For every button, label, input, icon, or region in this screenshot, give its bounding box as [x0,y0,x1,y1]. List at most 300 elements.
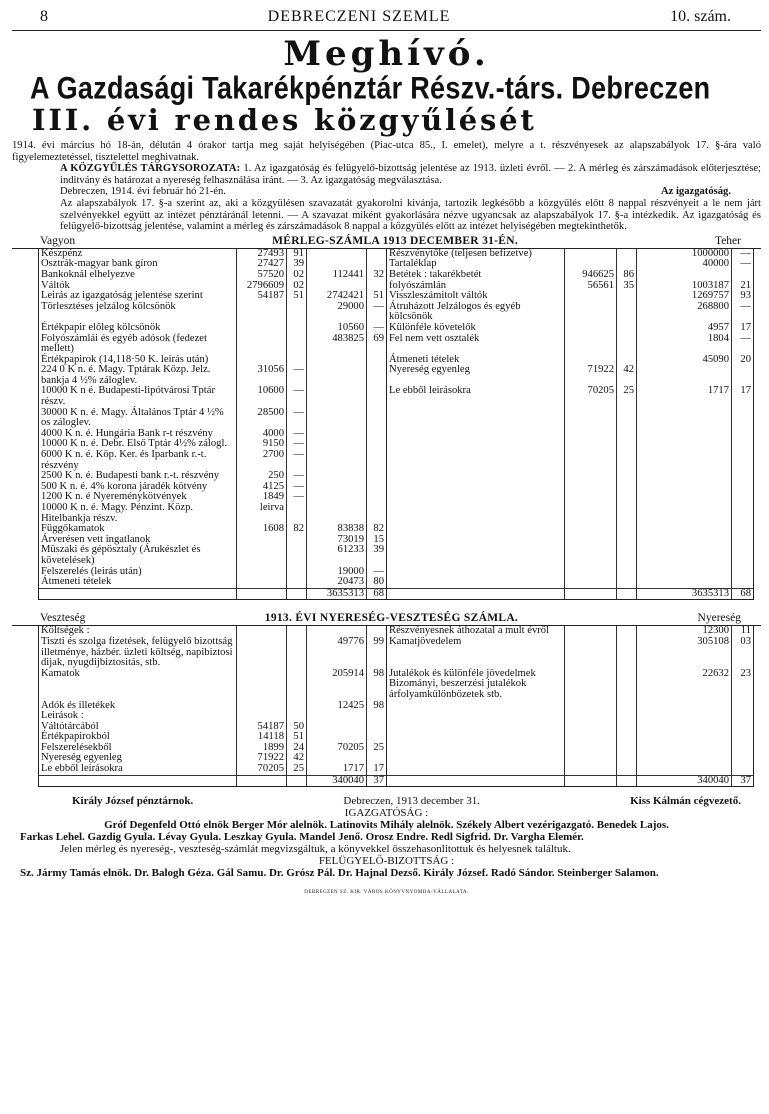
amount-cell: 39 [367,545,387,566]
amount-cell [565,291,617,302]
amount-cell [732,365,754,386]
row-label: Kamatok [39,669,237,701]
amount-cell [565,450,617,471]
amount-cell: 4957 [637,323,732,334]
amount-cell [637,524,732,535]
director: Kiss Kálmán cégvezető. [630,795,741,808]
amount-cell [237,567,287,578]
amount-cell [637,711,732,722]
row-label: 2500 K n. é. Budapesti bank r.-t. részvény [39,471,237,482]
row-label: Váltótárcából [39,722,237,733]
amount-cell: 20 [732,355,754,366]
amount-cell [617,439,637,450]
amount-cell [637,365,732,386]
table-row [39,323,754,334]
amount-cell: 14118 [237,732,287,743]
total-cell: 340040 [637,775,732,787]
row-label: Átmeneti tételek [39,577,237,588]
amount-cell: 112441 [307,270,367,281]
amount-cell [565,567,617,578]
amount-cell [732,701,754,712]
amount-cell: 70205 [307,743,367,754]
totals-row [39,588,754,600]
table-row [39,753,754,764]
amount-cell [307,492,367,503]
amount-cell [367,365,387,386]
amount-cell: 51 [367,291,387,302]
amount-cell [367,722,387,733]
amount-cell [307,365,367,386]
amount-cell [307,439,367,450]
amount-cell [565,701,617,712]
row-label: Értékpapir előleg kölcsönök [39,323,237,334]
amount-cell: — [732,249,754,260]
amount-cell [307,711,367,722]
amount-cell [617,492,637,503]
signed-by: Az igazgatóság. [660,186,731,198]
row-label: folyószámlán [387,281,565,292]
amount-cell [287,637,307,669]
row-label: Készpénz [39,249,237,260]
row-label [387,439,565,450]
amount-cell [565,545,617,566]
amount-cell: 1717 [307,764,367,775]
amount-cell [565,249,617,260]
amount-cell [732,535,754,546]
table-row [39,637,754,669]
amount-cell: — [287,482,307,493]
amount-cell: 1849 [237,492,287,503]
amount-cell: 03 [732,637,754,669]
amount-cell [367,429,387,440]
amount-cell [367,439,387,450]
amount-cell [565,524,617,535]
table-row [39,732,754,743]
row-label [387,535,565,546]
amount-cell: 93 [732,291,754,302]
row-label: Adók és illetékek [39,701,237,712]
amount-cell: 19000 [307,567,367,578]
amount-cell: 98 [367,669,387,701]
row-label [387,482,565,493]
row-label: 10000 K n é. Budapesti-lipótvárosi Tptár részv. [39,386,237,407]
amount-cell [237,669,287,701]
amount-cell [617,732,637,743]
amount-cell: 25 [287,764,307,775]
amount-cell [367,450,387,471]
empty-cell [237,775,287,787]
table-row [39,334,754,355]
total-cell: 3635313 [637,588,732,600]
amount-cell [287,577,307,588]
amount-cell [287,626,307,637]
amount-cell: 56561 [565,281,617,292]
board-members-1: Gróf Degenfeld Ottó elnök Berger Mór alelnök. Latinovits Mihály alelnök. Székely Albert vezérigazgató. Benedek Lajos. [104,819,669,832]
journal-title: DEBRECZENI SZEMLE [267,8,451,25]
amount-cell [732,567,754,578]
table-row [39,701,754,712]
amount-cell [367,355,387,366]
amount-cell: 35 [617,281,637,292]
amount-cell: — [287,429,307,440]
amount-cell: — [732,302,754,323]
amount-cell: 61233 [307,545,367,566]
amount-cell: 51 [287,291,307,302]
amount-cell: 946625 [565,270,617,281]
amount-cell [617,637,637,669]
amount-cell: 91 [287,249,307,260]
row-label: 30000 K n. é. Magy. Általános Tptár 4 ½% os záloglev. [39,408,237,429]
row-label [387,577,565,588]
amount-cell [732,743,754,754]
amount-cell [617,753,637,764]
place-date: Debreczen, 1914. évi február hó 21-én. [60,186,226,198]
amount-cell: 32 [367,270,387,281]
amount-cell: 20473 [307,577,367,588]
agenda-title: A KÖZGYŰLÉS TÁRGYSOROZATA: [60,163,241,175]
invitation-signature [12,186,761,198]
amount-cell [617,450,637,471]
amount-cell [617,545,637,566]
amount-cell [732,492,754,503]
amount-cell: 99 [367,637,387,669]
table-row [39,386,754,407]
meeting-title: III. évi rendes közgyűlését [32,103,537,137]
row-label: Fel nem vett osztalék [387,334,565,355]
company-name: A Gazdasági Takarékpénztár Részv.-társ. Debreczen [30,70,711,106]
amount-cell: 15 [367,535,387,546]
amount-cell: 483825 [307,334,367,355]
row-label: Osztrák-magyar bank gíron [39,259,237,270]
amount-cell [287,535,307,546]
row-label: Költségek : [39,626,237,637]
amount-cell: 24 [287,743,307,754]
profit-loss-table [38,626,754,787]
row-label: Részvénytőke (teljesen befizetve) [387,249,565,260]
amount-cell: 02 [287,281,307,292]
amount-cell [287,323,307,334]
profit-label: Nyereség [697,612,741,625]
amount-cell [732,577,754,588]
amount-cell [565,637,617,669]
amount-cell: — [367,567,387,578]
table-row [39,450,754,471]
row-label: Müszaki és gépösztaly (Árukészlet és követelések) [39,545,237,566]
amount-cell [307,249,367,260]
amount-cell [307,355,367,366]
amount-cell [307,386,367,407]
amount-cell: — [287,471,307,482]
amount-cell [637,492,732,503]
amount-cell: 82 [287,524,307,535]
empty-cell [617,775,637,787]
table-row [39,365,754,386]
amount-cell: — [287,365,307,386]
table-row [39,545,754,566]
amount-cell: 25 [617,386,637,407]
amount-cell [565,722,617,733]
row-label: 10000 K n. é. Debr. Első Tptár 4½% zálogl. [39,439,237,450]
row-label: 4000 K n. é. Hungária Bank r-t részvény [39,429,237,440]
amount-cell [307,429,367,440]
amount-cell: — [287,408,307,429]
liabilities-label: Teher [714,234,741,247]
footer-place: Debreczen, 1913 december 31. [343,795,480,808]
amount-cell: 42 [287,753,307,764]
amount-cell [565,471,617,482]
amount-cell: 2796609 [237,281,287,292]
amount-cell: 57520 [237,270,287,281]
amount-cell [637,408,732,429]
amount-cell [617,249,637,260]
amount-cell [617,524,637,535]
row-label [387,743,565,754]
amount-cell [237,323,287,334]
amount-cell [637,503,732,524]
amount-cell [565,439,617,450]
amount-cell: 29000 [307,302,367,323]
amount-cell [617,577,637,588]
loss-label: Veszteség [40,612,86,625]
empty-cell [287,588,307,600]
board-title: IGAZGATÓSÁG : [344,807,429,820]
amount-cell: 205914 [307,669,367,701]
row-label: Nyereség egyenleg [39,753,237,764]
amount-cell [732,270,754,281]
amount-cell: 71922 [565,365,617,386]
row-label: 1200 K n. é Nyereménykötvények [39,492,237,503]
amount-cell [287,545,307,566]
row-label: 10000 K n. é. Magy. Pénzint. Közp. Hitelbankja részv. [39,503,237,524]
row-label [387,764,565,775]
amount-cell [732,524,754,535]
amount-cell [637,471,732,482]
amount-cell [565,669,617,701]
amount-cell: 268800 [637,302,732,323]
printer-imprint: DEBRECZEN SZ. KIR. VÁROS KÖNYVNYOMDA-VÁLLALATA. [304,890,469,896]
amount-cell: 10600 [237,386,287,407]
amount-cell: 22632 [637,669,732,701]
row-label: Részvényesnek áthozatal a mult évről [387,626,565,637]
balance-title: MÉRLEG-SZÁMLA 1913 DECEMBER 31-ÉN. [272,234,519,247]
table-row [39,764,754,775]
amount-cell [237,545,287,566]
row-label [387,408,565,429]
amount-cell: 80 [367,577,387,588]
amount-cell: 1608 [237,524,287,535]
balance-sheet-table [38,249,754,601]
board-members-2: Farkas Lehel. Gazdig Gyula. Lévay Gyula. Leszkay Gyula. Mandel Jenő. Orosz Endre. Redl Sigfrid. Dr. Vargha Elemér. [20,831,584,844]
amount-cell [637,753,732,764]
amount-cell [237,302,287,323]
amount-cell: 86 [617,270,637,281]
supervisory-title: FELÜGYELŐ-BIZOTTSÁG : [318,855,455,868]
amount-cell [367,408,387,429]
row-label: 6000 K n. é. Köp. Ker. és Iparbank r.-t. részvény [39,450,237,471]
amount-cell: 2700 [237,450,287,471]
amount-cell: 73019 [307,535,367,546]
amount-cell [237,577,287,588]
row-label [387,545,565,566]
amount-cell [287,669,307,701]
amount-cell: 42 [617,365,637,386]
row-label: Visszleszámitolt váltók [387,291,565,302]
amount-cell [565,732,617,743]
amount-cell [617,701,637,712]
amount-cell: 1000000 [637,249,732,260]
row-label: Értékpapirok (14,118·50 K. leirás után) [39,355,237,366]
assets-label: Vagyon [40,234,76,247]
amount-cell: 10560 [307,323,367,334]
amount-cell [637,701,732,712]
amount-cell [617,334,637,355]
row-label: Leirások : [39,711,237,722]
page-header [12,8,761,31]
amount-cell [732,732,754,743]
amount-cell [307,450,367,471]
invitation-title: Meghívó. [283,34,490,74]
row-label: Tartaléklap [387,259,565,270]
amount-cell: 23 [732,669,754,701]
amount-cell [287,567,307,578]
footer [12,795,761,899]
amount-cell [565,503,617,524]
amount-cell [307,503,367,524]
row-label [387,503,565,524]
amount-cell [732,471,754,482]
amount-cell: — [732,334,754,355]
amount-cell [617,482,637,493]
amount-cell [565,408,617,429]
row-label: Átruházott Jelzálogos és egyéb kölcsönök [387,302,565,323]
amount-cell: 1003187 [637,281,732,292]
row-label: Leirás az igazgatóság jelentése szerint [39,291,237,302]
amount-cell [732,450,754,471]
table-row [39,567,754,578]
amount-cell [307,482,367,493]
amount-cell: 11 [732,626,754,637]
row-label [387,471,565,482]
row-label [387,711,565,722]
page-number: 8 [40,8,48,25]
voting-paragraph: Az alapszabályok 17. §-a szerint az, aki a közgyülésen szavazatát gyakorolni kivánja, tartozik legkésőbb a közgyűlés előtt 8 nappal részvényeit a le nem járt szelvényekkel együtt az intézet pénztáránál letenni. — A szavazat miként gyakorlására nézve ugyancsak az alapszabályok 17. §-a intézkedik. Az igazgatóság és felügyelő-bizottság jelentése, valamint a mérleg és zárszámadások 8 nappal a közgyülés előtt az intézet helyiségében megtekinthetők. [60,197,761,233]
amount-cell [732,482,754,493]
row-label [387,753,565,764]
newspaper-page [12,0,761,899]
amount-cell [367,471,387,482]
amount-cell [287,302,307,323]
row-label [387,701,565,712]
row-label: Le ebből leirásokra [387,386,565,407]
amount-cell: 1717 [637,386,732,407]
amount-cell: 21 [732,281,754,292]
empty-cell [39,775,237,787]
pl-header [12,612,761,626]
row-label: Kamatjövedelem [387,637,565,669]
amount-cell [637,545,732,566]
row-label: Árverésen vett ingatlanok [39,535,237,546]
row-label [387,567,565,578]
amount-cell [565,743,617,754]
row-label [387,492,565,503]
amount-cell [732,429,754,440]
empty-cell [287,775,307,787]
amount-cell: 12425 [307,701,367,712]
total-cell: 37 [367,775,387,787]
row-label: Felszerelésekből [39,743,237,754]
amount-cell: 1269757 [637,291,732,302]
signature-row [12,795,761,807]
amount-cell: 45090 [637,355,732,366]
amount-cell: 28500 [237,408,287,429]
row-label: Nyereség egyenleg [387,365,565,386]
amount-cell [732,408,754,429]
amount-cell [237,637,287,669]
amount-cell [617,429,637,440]
amount-cell: 17 [732,323,754,334]
table-row [39,408,754,429]
amount-cell [367,386,387,407]
amount-cell: 17 [367,764,387,775]
amount-cell [287,503,307,524]
amount-cell [565,764,617,775]
amount-cell [565,302,617,323]
row-label [387,722,565,733]
empty-cell [565,588,617,600]
amount-cell [637,764,732,775]
amount-cell [617,567,637,578]
amount-cell [617,764,637,775]
empty-cell [39,588,237,600]
amount-cell: 98 [367,701,387,712]
row-label [387,732,565,743]
amount-cell [565,577,617,588]
empty-cell [237,588,287,600]
amount-cell: 250 [237,471,287,482]
table-row [39,302,754,323]
audit-note: Jelen mérleg és nyereség-, veszteség-számlát megvizsgáltuk, a könyvekkel összehasonlitottuk és helyesnek találtuk. [60,843,571,856]
cashier: Király József pénztárnok. [72,795,194,808]
empty-cell [565,775,617,787]
amount-cell [565,711,617,722]
amount-cell [307,722,367,733]
row-label: Tiszti és szolga fizetések, felügyelő bizottság illetménye, házbér. üzleti költség, napibiztosi dijak, nyugdijbiztositás, stb. [39,637,237,669]
row-label: Értékpapirokból [39,732,237,743]
amount-cell [637,722,732,733]
row-label: Folyószámlái és egyéb adósok (fedezet mellett) [39,334,237,355]
amount-cell: 1804 [637,334,732,355]
amount-cell: 305108 [637,637,732,669]
table-row [39,743,754,754]
amount-cell: 54187 [237,722,287,733]
amount-cell [237,535,287,546]
table-row [39,722,754,733]
amount-cell: 02 [287,270,307,281]
amount-cell [617,408,637,429]
row-label: 500 K n. é. 4% korona járadék kötvény [39,482,237,493]
row-label: Törlesztéses jelzálog kölcsönök [39,302,237,323]
amount-cell: 2742421 [307,291,367,302]
row-label [387,450,565,471]
invitation-body [12,140,761,233]
amount-cell [287,334,307,355]
amount-cell [367,492,387,503]
amount-cell [617,302,637,323]
table-row [39,711,754,722]
amount-cell [565,753,617,764]
amount-cell [637,732,732,743]
row-label: Betétek : takarékbetét [387,270,565,281]
